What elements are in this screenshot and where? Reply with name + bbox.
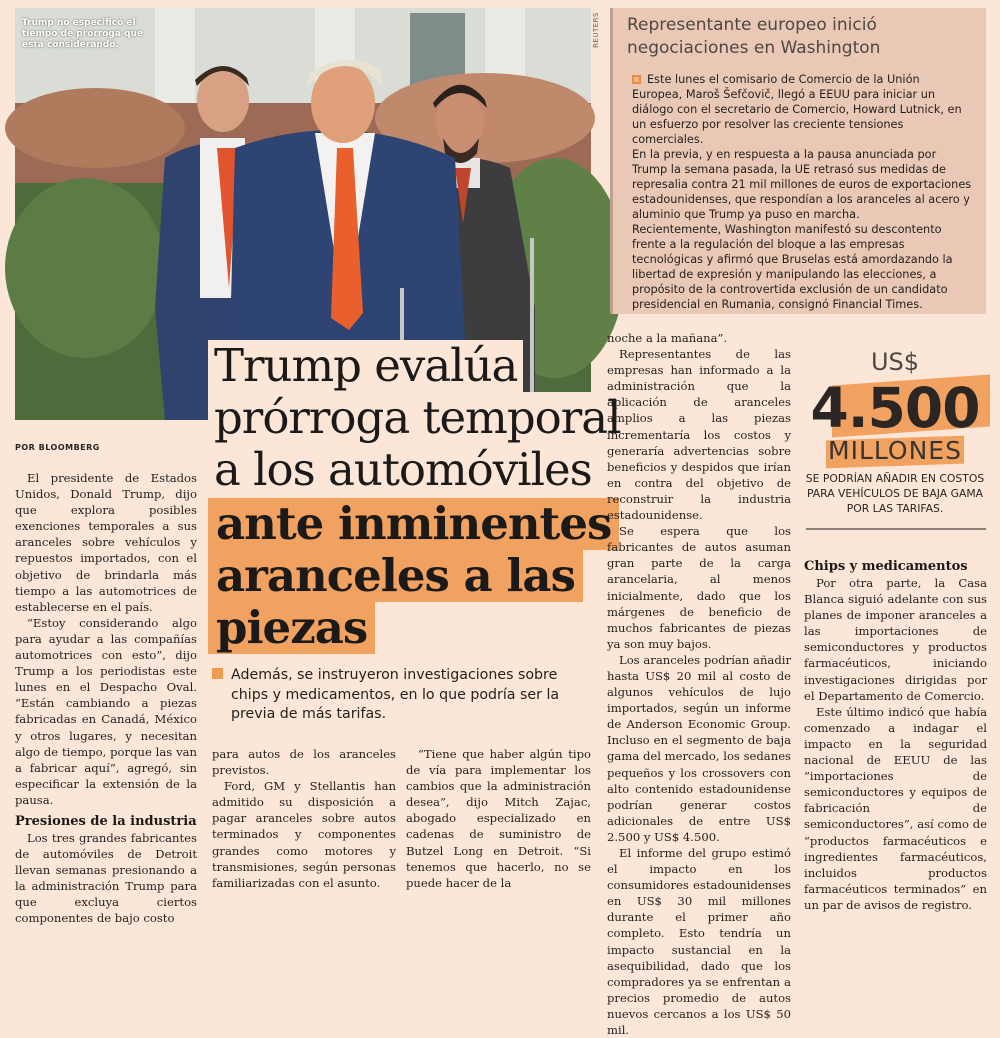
divider [806, 528, 986, 530]
headline [208, 339, 621, 654]
body-paragraph: Ford, GM y Stellantis han admitido su disposición a pagar aranceles sobre autos terminados y componentes grandes como motores y transmisiones, según personas familiarizadas con el asunto. [212, 779, 396, 890]
stat-currency: US$ [870, 348, 920, 376]
sidebar-title: Representante europeo inició negociaciones en Washington [627, 15, 881, 58]
body-paragraph: El informe del grupo estimó el impacto en los consumidores estadounidenses en US$ 30 mil millones durante el primer año completo. Esto tendría un impacto sustancial en la asequibilidad, dado que los compradores ya se enfrentan a precios promedio de autos nuevos cercanos a los US$ 50 mil. [607, 846, 791, 1038]
article-column-4 [607, 330, 791, 1038]
photo-credit: REUTERS [592, 12, 600, 48]
headline-line: Trump evalúa [208, 340, 523, 392]
headline-line: a los automóviles [208, 444, 598, 496]
sidebar-body [632, 72, 972, 312]
article-column-1 [15, 470, 197, 927]
article-column-5 [804, 558, 987, 913]
byline: POR BLOOMBERG [15, 443, 100, 452]
body-paragraph: noche a la mañana”. [607, 331, 728, 345]
body-paragraph: Se espera que los fabricantes de autos asuman gran parte de la carga arancelaria, al menos inicialmente, dado que los márgenes de beneficio de muchos fabricantes de piezas ya son muy bajos. [607, 524, 791, 651]
headline-highlight-line: piezas [208, 602, 375, 654]
article-column-2 [212, 746, 396, 891]
body-paragraph: “Estoy considerando algo para ayudar a las compañías automotrices con esto”, dijo Trump a los periodistas este lunes en el Despacho Oval. “Están cambiando a piezas fabricadas en Canadá, México y otros lugares, y necesitan algo de tiempo, porque las van a fabricar aquí”, agregó, sin especificar la extensión de la pausa. [15, 615, 197, 807]
subhead-industry: Presiones de la industria [15, 813, 197, 829]
stat-value: 4.500 [810, 376, 980, 440]
photo-caption: Trump no especificó el tiempo de prórroga que está considerando. [22, 18, 144, 50]
body-paragraph: Los aranceles podrían añadir hasta US$ 20 mil al costo de algunos vehículos de lujo importados, según un informe de Anderson Economic Group. Incluso en el segmento de baja gama del mercado, los sedanes pequeños y los crossovers con alto contenido estadounidense podrían generar costos adicionales de entre US$ 2.500 y US$ 4.500. [607, 652, 791, 844]
article-column-3 [406, 746, 591, 891]
body-paragraph: Los tres grandes fabricantes de automóviles de Detroit llevan semanas presionando a la administración Trump para que excluya ciertos componentes de bajo costo [15, 830, 197, 926]
body-paragraph: Este último indicó que había comenzado a indagar el impacto en la seguridad nacional de EEUU de las “importaciones de semiconductores y equipos de fabricación de semiconductores”, así como de “productos farmacéuticos e ingredientes farmacéuticos, incluidos productos farmacéuticos terminados” en un par de avisos de registro. [804, 704, 987, 912]
body-paragraph: El presidente de Estados Unidos, Donald Trump, dijo que explora posibles exenciones temporales a sus aranceles sobre vehículos y repuestos importados, con el objetivo de brindarla más tiempo a las automotrices de establecerse en el país. [15, 471, 197, 614]
headline-line: prórroga temporal [208, 392, 626, 444]
stat-caption: SE PODRÍAN AÑADIR EN COSTOS PARA VEHÍCULOS DE BAJA GAMA POR LAS TARIFAS. [805, 472, 985, 515]
subhead-chips: Chips y medicamentos [804, 559, 968, 574]
bullet-square-icon [632, 75, 641, 84]
stat-unit: MILLONES [828, 436, 962, 465]
body-paragraph: Por otra parte, la Casa Blanca siguió adelante con sus planes de imponer aranceles a las importaciones de semiconductores y productos farmacéuticos, iniciando investigaciones dirigidas por el Departamento de Comercio. [804, 576, 987, 703]
body-paragraph: “Tiene que haber algún tipo de vía para implementar los cambios que la administración desea”, dijo Mitch Zajac, abogado especializado en cadenas de suministro de Butzel Long en Detroit. “Si tenemos que hacerlo, no se puede hacer de la [406, 747, 591, 890]
lead-paragraph: Además, se instruyeron investigaciones sobre chips y medicamentos, en lo que podría ser la previa de más tarifas. [212, 666, 597, 725]
headline-highlight-line: ante inminentes [208, 498, 619, 550]
headline-highlight-line: aranceles a las [208, 550, 583, 602]
body-paragraph: para autos de los aranceles previstos. [212, 747, 396, 778]
sidebar-paragraph: Recientemente, Washington manifestó su descontento frente a la regulación del bloque a las empresas tecnológicas y afirmó que Bruselas está amordazando la libertad de expresión y manipulando las elecciones, a propósito de la controvertida exclusión de un candidato presidencial en Rumania, consignó Financial Times. [632, 223, 953, 311]
lead-square-icon [212, 668, 223, 679]
body-paragraph: Representantes de las empresas han informado a la administración que la aplicación de aranceles amplios a las piezas incrementaría los costos y generaría advertencias sobre beneficios y despidos que irían en contra del objetivo de reconstruir la industria estadounidense. [607, 347, 791, 523]
sidebar-paragraph: En la previa, y en respuesta a la pausa anunciada por Trump la semana pasada, la UE retrasó sus medidas de represalia contra 21 mil millones de euros de exportaciones estadounidenses, que respondían a los aranceles al acero y aluminio que Trump ya puso en marcha. [632, 148, 972, 221]
sidebar-paragraph: Este lunes el comisario de Comercio de la Unión Europea, Maroš Šefčovič, llegó a EEUU para iniciar un diálogo con el secretario de Comercio, Howard Lutnick, en un esfuerzo por resolver las creciente tensiones comerciales. [632, 73, 962, 146]
